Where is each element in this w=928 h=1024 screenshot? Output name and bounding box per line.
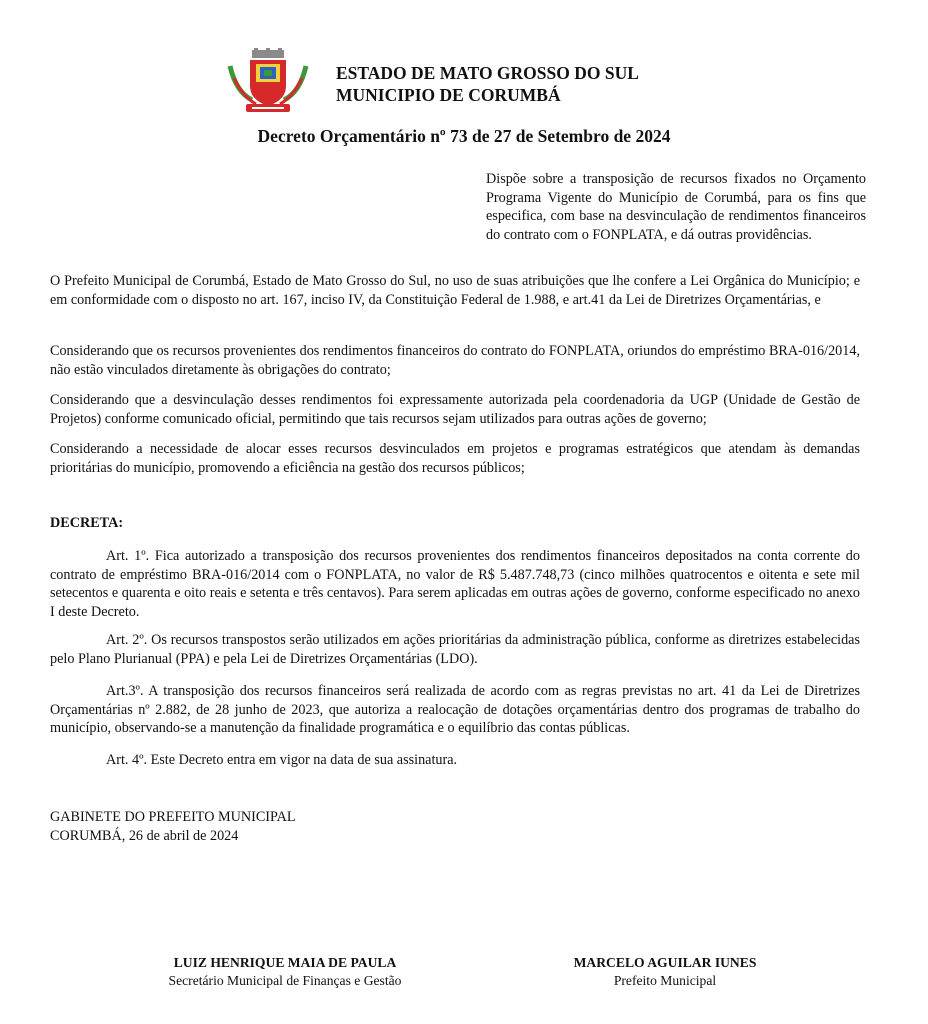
article-1: Art. 1º. Fica autorizado a transposição dos recursos provenientes dos rendimentos financeiros depositados na conta corrente do contrato de empréstimo BRA-016/2014 com o FONPLATA, no valor de R$ 5.487.748,73 (cinco milhões quatrocentos e oitenta e sete mil setecentos e quarenta e oito reais e setenta e três centavos). Para serem aplicadas em outras ações de governo, conforme especificado no anexo I deste Decreto. [50, 548, 860, 620]
considerando-3: Considerando a necessidade de alocar esses recursos desvinculados em projetos e programas estratégicos que atendam às demandas prioritárias do município, promovendo a eficiência na gestão dos recursos públicos; [50, 441, 860, 476]
considerando-2: Considerando que a desvinculação desses rendimentos foi expressamente autorizada pela coordenadoria da UGP (Unidade de Gestão de Projetos) conforme comunicado oficial, permitindo que tais recursos sejam utilizados para outras ações de governo; [50, 392, 860, 427]
signatory-role: Prefeito Municipal [613, 973, 717, 988]
closing-block [50, 808, 860, 845]
signatory-name: LUIZ HENRIQUE MAIA DE PAULA [173, 955, 397, 970]
place-and-date: CORUMBÁ, 26 de abril de 2024 [50, 827, 239, 844]
signature-mayor [530, 954, 800, 990]
article-3: Art.3º. A transposição dos recursos financeiros será realizada de acordo com as regras previstas no art. 41 da Lei de Diretrizes Orçamentárias nº 2.882, de 28 junho de 2023, que autoriza a realocação de dotações orçamentárias dentro dos programas de trabalho do município, observando-se a manutenção da finalidade programática e o equilíbrio das contas públicas. [50, 683, 860, 737]
decree-summary: Dispõe sobre a transposição de recursos fixados no Orçamento Programa Vigente do Município de Corumbá, para os fins que especifica, com base na desvinculação de rendimentos financeiros do contrato com o FONPLATA, e dá outras providências. [486, 171, 866, 243]
considerando-1: Considerando que os recursos provenientes dos rendimentos financeiros do contrato do FONPLATA, oriundos do empréstimo BRA-016/2014, não estão vinculados diretamente às obrigações do contrato; [50, 343, 860, 378]
state-name: ESTADO DE MATO GROSSO DO SUL [336, 63, 639, 83]
article-2: Art. 2º. Os recursos transpostos serão utilizados em ações prioritárias da administração pública, conforme as diretrizes estabelecidas pelo Plano Plurianual (PPA) e pela Lei de Diretrizes Orçamentárias (LDO). [50, 632, 860, 667]
decreta-heading: DECRETA: [50, 515, 124, 531]
municipal-coat-of-arms-icon [226, 48, 310, 114]
decree-title: Decreto Orçamentário nº 73 de 27 de Setembro de 2024 [257, 126, 671, 146]
signatory-role: Secretário Municipal de Finanças e Gestão [168, 973, 402, 988]
office-name: GABINETE DO PREFEITO MUNICIPAL [50, 809, 296, 825]
article-4: Art. 4º. Este Decreto entra em vigor na data de sua assinatura. [106, 752, 458, 768]
municipality-name: MUNICIPIO DE CORUMBÁ [336, 85, 561, 105]
document-header [336, 62, 639, 106]
signatory-name: MARCELO AGUILAR IUNES [573, 955, 757, 970]
signature-secretary [130, 954, 440, 990]
preamble-paragraph: O Prefeito Municipal de Corumbá, Estado de Mato Grosso do Sul, no uso de suas atribuições que lhe confere a Lei Orgânica do Município; e em conformidade com o disposto no art. 167, inciso IV, da Constituição Federal de 1.988, e art.41 da Lei de Diretrizes Orçamentárias, e [50, 273, 860, 308]
